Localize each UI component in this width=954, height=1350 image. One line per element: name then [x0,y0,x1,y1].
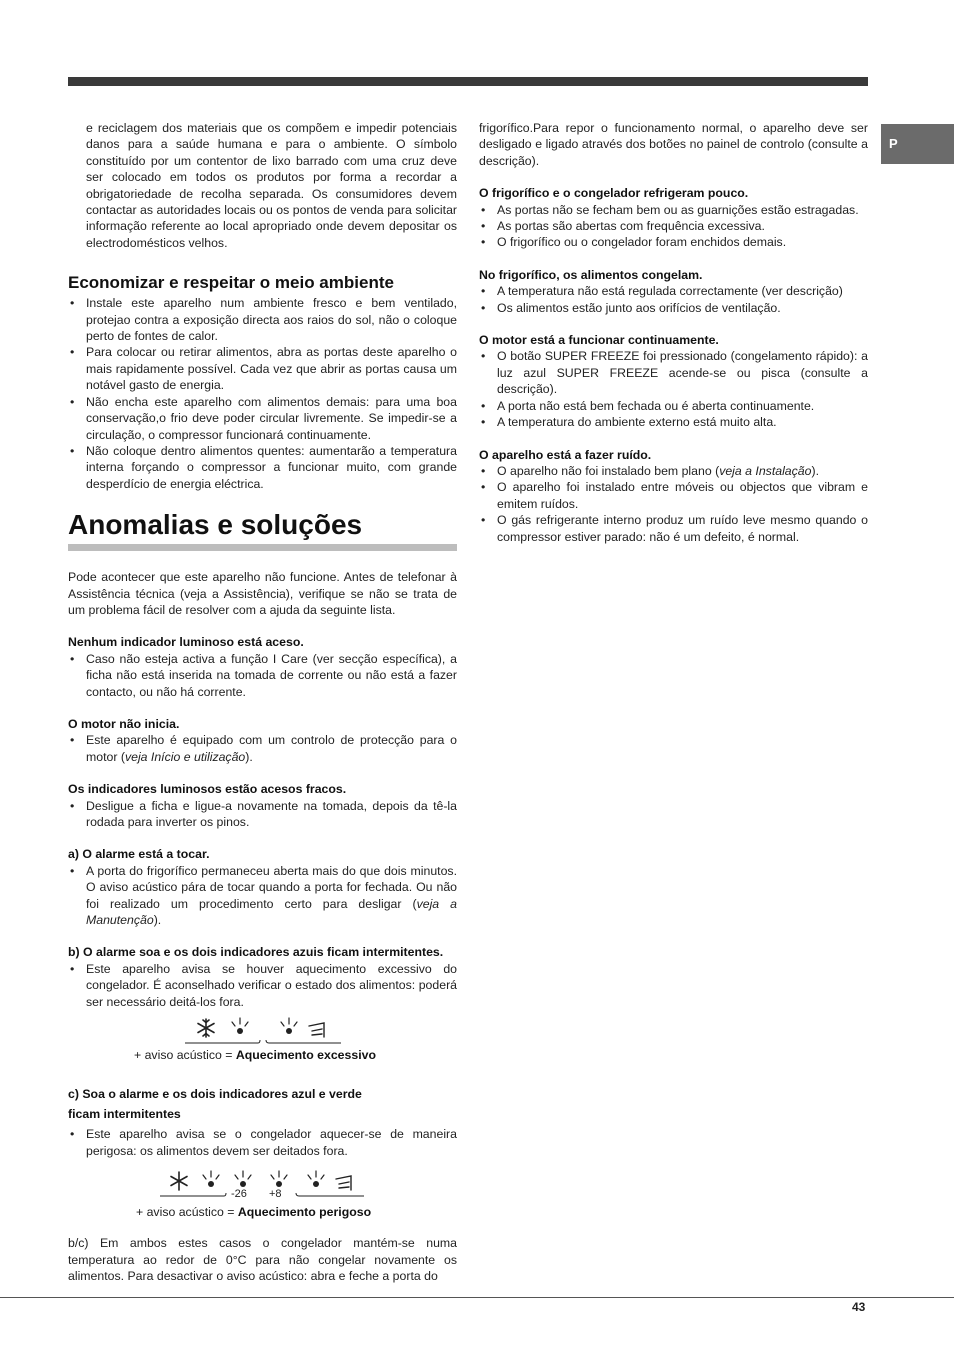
blinking-led-icon [232,1018,248,1034]
indicator-diagram-excessive [68,1014,457,1066]
list-item: • Desligue a ficha e ligue-a novamente na tomada, depois da tê-la rodada para inverter os pinos. [68,798,457,831]
problem-heading: O motor não inicia. [68,716,180,731]
problem-heading: b) O alarme soa e os dois indicadores azuis ficam intermitentes. [68,945,444,960]
list-item: • A porta não está bem fechada ou é aberta continuamente. [479,398,868,414]
top-rule [68,77,868,86]
list-item: • Para colocar ou retirar alimentos, abra as portas deste aparelho o mais rapidamente possível. Cada vez que abrir as portas causa um notável gasto de energia. [68,344,457,393]
text-emphasis: veja a Manutenção [86,896,457,928]
section-title: Anomalias e soluções [68,509,363,541]
indicator-diagram-dangerous [68,1167,457,1223]
caption-bold: Aquecimento perigoso [237,1205,372,1220]
blinking-led-icon [271,1171,287,1187]
problem-heading: No frigorífico, os alimentos congelam. [479,267,703,282]
list-item: • O frigorífico ou o congelador foram enchidos demais. [479,234,868,250]
list-item: • Este aparelho avisa se houver aquecimento excessivo do congelador. É aconselhado verificar o estado dos alimentos: poderá ser necessário deitá-los fora. [68,961,457,1010]
temperature-label: -26 [231,1188,247,1201]
blinking-led-icon [308,1171,324,1187]
list-item: • O aparelho foi instalado entre móveis ou objectos que vibram e emitem ruídos. [479,479,868,512]
text-span: ). [811,463,819,478]
list-item: • As portas são abertas com frequência excessiva. [479,218,868,234]
list-item: • Caso não esteja activa a função I Care (ver secção específica), a ficha não está inserida na tomada de corrente ou não está a fazer contacto, ou não há corrente. [68,651,457,700]
text-span: ). [153,913,162,928]
list-item [68,863,457,929]
blinking-led-icon [281,1018,297,1034]
text-span: A porta do frigorífico permaneceu aberta mais do que dois minutos. O aviso acústico pára de tocar quando a porta for fechada. Ou não foi realizado um procedimento certo para desligar ( [86,863,457,911]
blinking-led-icon [203,1171,219,1187]
list-item: • Não coloque dentro alimentos quentes: aumentarão a temperatura interna forçando o compressor a funcionar muito, com grande desperdício de energia eléctrica. [68,443,457,492]
bracket-lines [185,1040,341,1043]
language-tab: P [881,124,954,164]
heading-line: c) Soa o alarme e os dois indicadores azul e verde [68,1087,362,1102]
footer-rule [0,1297,954,1298]
intro-paragraph: e reciclagem dos materiais que os compõem e impedir potenciais danos para a saúde humana e para o ambiente. O símbolo constituído por um contentor de lixo barrado com uma cruz deve ser colocado em todos os produtos por forma a recordar a obrigatoriedade de recolha separada. Os consumidores devem contactar as autoridades locais ou os pontos de venda para solicitar informação referente ao local apropriado onde devem depositar os electrodomésticos velhos. [86,121,457,250]
continuation-paragraph: frigorífico.Para repor o funcionamento normal, o aparelho deve ser desligado e ligado através dos botões no painel de controlo (consulte a descrição). [479,121,868,168]
problem-heading: a) O alarme está a tocar. [68,847,210,862]
caption-bold: Aquecimento excessivo [235,1048,376,1063]
bracket-lines [160,1193,364,1196]
snowflake-icon [198,1019,214,1037]
problem-heading: O aparelho está a fazer ruído. [479,447,652,462]
list-item: • Este aparelho avisa se o congelador aquecer-se de maneira perigosa: os alimentos devem ser deitados fora. [68,1126,457,1159]
problem-heading: O motor está a funcionar continuamente. [479,333,719,348]
caption-prefix: + aviso acústico = [134,1048,236,1063]
list-item: • A temperatura não está regulada correctamente (ver descrição) [479,283,868,299]
diagram-caption [136,1204,371,1220]
heading-line: ficam intermitentes [68,1107,181,1122]
text-span: O aparelho não foi instalado bem plano ( [497,463,720,478]
eco-list [68,295,457,492]
caption-prefix: + aviso acústico = [136,1205,238,1220]
text-emphasis: veja Início e utilização [124,749,246,764]
problem-heading: Os indicadores luminosos estão acesos fracos. [68,782,347,797]
list-item [68,732,457,765]
diagram-caption [134,1047,376,1063]
alarm-icon [309,1023,324,1037]
blinking-led-icon [235,1171,251,1187]
text-emphasis: veja a Instalação [719,463,812,478]
right-column [479,120,868,545]
bc-paragraph: b/c) Em ambos estes casos o congelador mantém-se numa temperatura ao redor de 0°C para não congelar novamente os alimentos. Para desactivar o aviso acústico: abra e feche a porta do [68,1236,457,1284]
problem-heading [68,1086,457,1126]
list-item: • A temperatura do ambiente externo está muito alta. [479,414,868,430]
list-item: • Não encha este aparelho com alimentos demais: para uma boa conservação,o frio deve poder circular livremente. Se impedir-se a circulação, o compressor funcionará continuamente. [68,394,457,443]
problem-heading: Nenhum indicador luminoso está aceso. [68,635,304,650]
problem-heading: O frigorífico e o congelador refrigeram pouco. [479,186,749,201]
text-span: ). [245,749,253,764]
list-item: • Os alimentos estão junto aos orifícios de ventilação. [479,300,868,316]
list-item: • O botão SUPER FREEZE foi pressionado (congelamento rápido): a luz azul SUPER FREEZE acende-se ou pisca (consulte a descrição). [479,348,868,397]
text-span: Este aparelho é equipado com um controlo de protecção para o motor ( [86,733,457,764]
section-rule [68,544,457,551]
snowflake-icon [171,1172,187,1190]
eco-heading: Economizar e respeitar o meio ambiente [68,273,394,293]
list-item: • O gás refrigerante interno produz um ruído leve mesmo quando o compressor estiver parado: não é um defeito, é normal. [479,512,868,545]
temperature-label: +8 [269,1188,282,1201]
list-item: • As portas não se fecham bem ou as guarnições estão estragadas. [479,202,868,218]
list-item: • Instale este aparelho num ambiente fresco e bem ventilado, protejao contra a exposição directa aos raios do sol, não o coloque perto de fontes de calor. [68,295,457,344]
left-column [68,120,457,1285]
list-item [479,463,868,479]
section-intro: Pode acontecer que este aparelho não funcione. Antes de telefonar à Assistência técnica (veja a Assistência), verifique se não se trata de um problema fácil de resolver com a ajuda da seguinte lista. [68,570,457,617]
page-number: 43 [852,1300,866,1314]
alarm-icon [336,1176,351,1190]
